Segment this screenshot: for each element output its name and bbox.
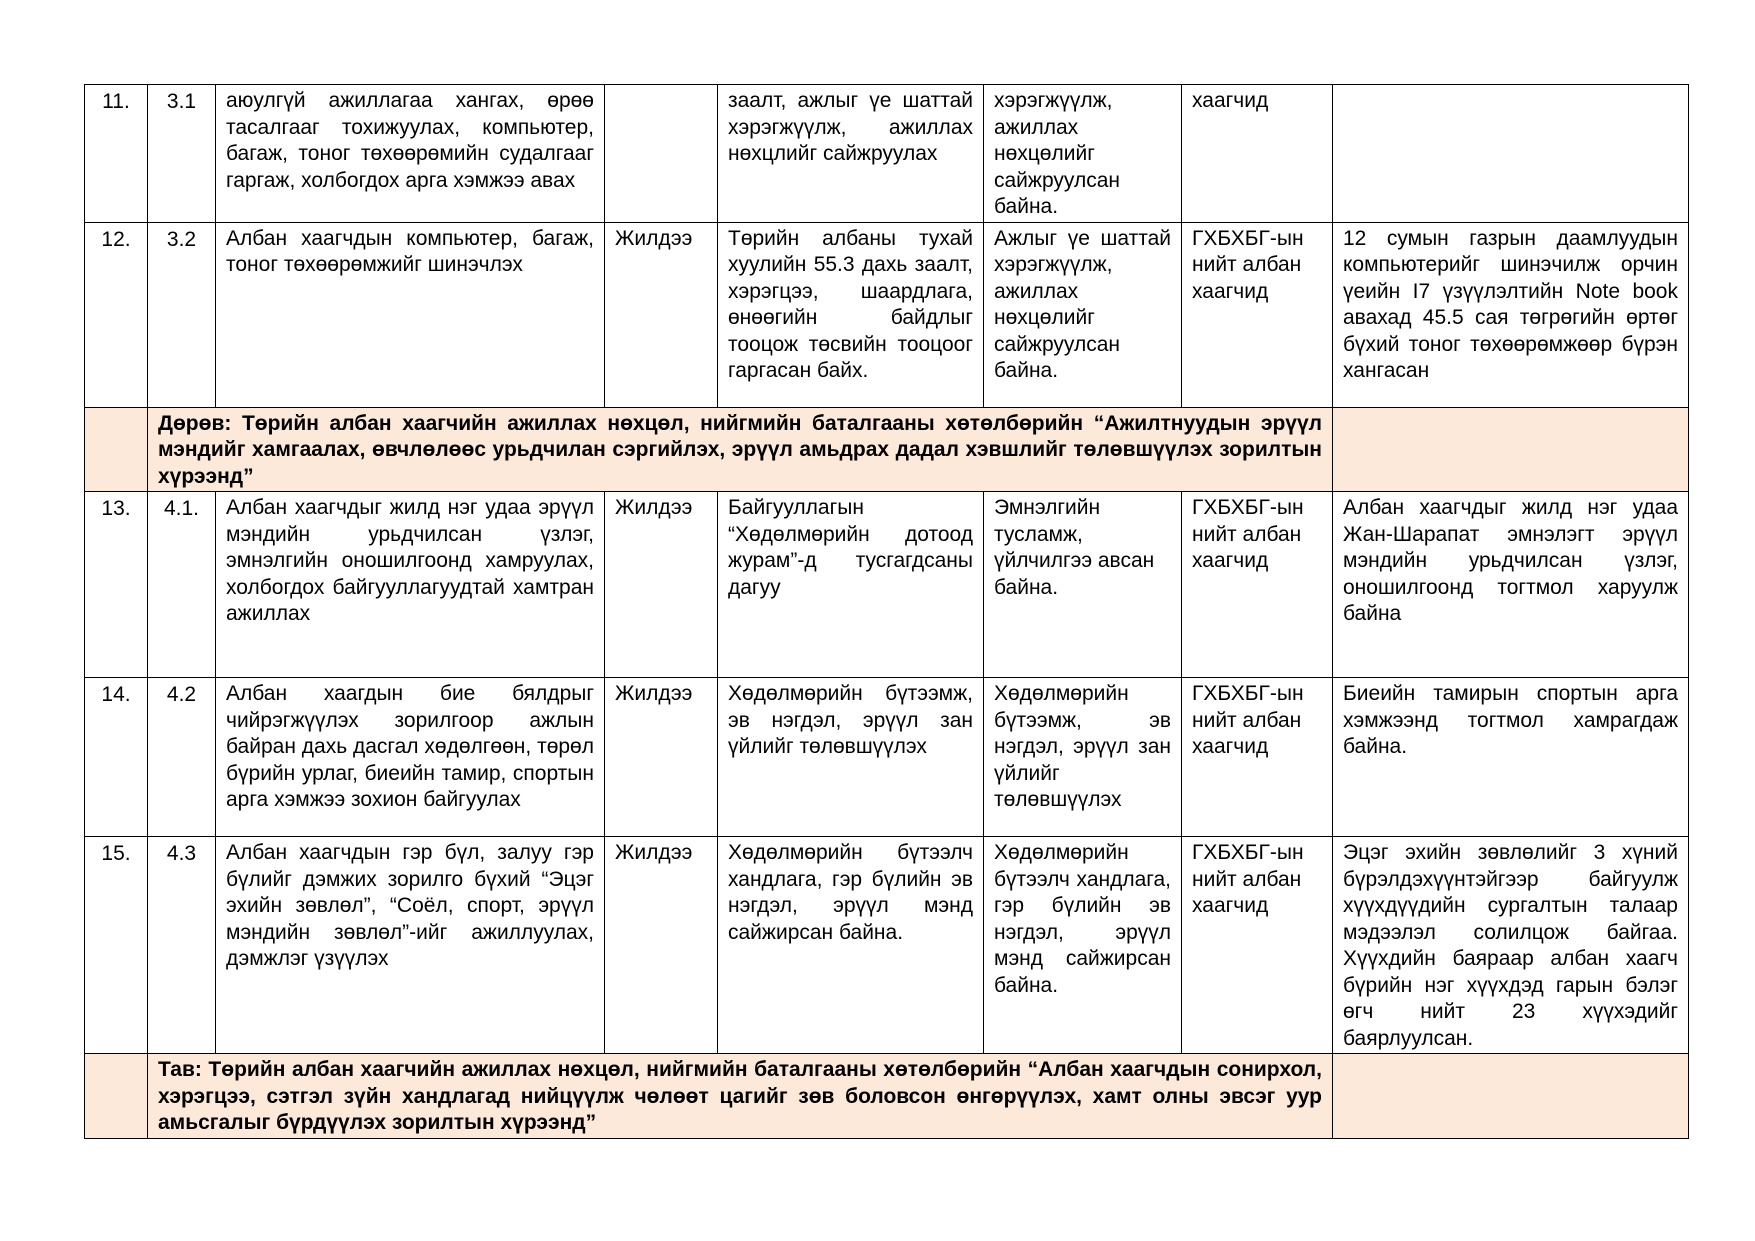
section-title-four: Дөрөв: Төрийн албан хаагчийн ажиллах нөхцөл, нийгмийн баталгааны хөтөлбөрийн “Ажилтнуудын эрүүл мэндийг хамгаалах, өвчлөлөөс урьдчилан сэргийлэх, эрүүл амьдрах дадал хэвшлийг төлөвшүүлэх зорилтын хүрээнд” xyxy=(148,407,1333,492)
timing-cell: Жилдээ xyxy=(605,678,718,837)
activity-cell: Албан хаагчдын компьютер, багаж, тоног төхөөрөмжийг шинэчлэх xyxy=(216,222,605,407)
activity-cell: аюулгүй ажиллагаа хангах, өрөө тасалгааг тохижуулах, компьютер, багаж, тоног төхөөрөмийн судалгааг гаргаж, холбогдох арга хэмжээ авах xyxy=(216,85,605,223)
criteria-cell: Хөдөлмөрийн бүтээмж, эв нэгдэл, эрүүл зан үйлийг төлөвшүүлэх xyxy=(718,678,984,837)
activity-cell: Албан хаагдын бие бялдрыг чийрэгжүүлэх зорилгоор ажлын байран дахь дасгал хөдөлгөөн, төрөл бүрийн урлаг, биеийн тамир, спортын арга хэмжээ зохион байгуулах xyxy=(216,678,605,837)
activity-code: 4.1. xyxy=(148,492,216,678)
report-cell: Албан хаагчдыг жилд нэг удаа Жан-Шарапат эмнэлэгт эрүүл мэндийн урьдчилсан үзлэг, оношилгоонд тогтмол харуулж байна xyxy=(1333,492,1689,678)
result-cell: Хөдөлмөрийн бүтээлч хандлага, гэр бүлийн эв нэгдэл, эрүүл мэнд сайжирсан байна. xyxy=(984,837,1182,1054)
table-row xyxy=(85,678,1689,837)
table-row xyxy=(85,492,1689,678)
row-number: 13. xyxy=(85,492,148,678)
section-title-five: Тав: Төрийн албан хаагчийн ажиллах нөхцөл, нийгмийн баталгааны хөтөлбөрийн “Албан хаагчдын сонирхол, хэрэгцээ, сэтгэл зүйн хандлагад нийцүүлж чөлөөт цагийг зөв боловсон өнгөрүүлэх, хамт олны эвсэг уур амьсгалыг бүрдүүлэх зорилтын хүрээнд” xyxy=(148,1054,1333,1139)
section-row xyxy=(85,1054,1689,1139)
responsible-cell: ГХБХБГ-ын нийт албан хаагчид xyxy=(1182,222,1333,407)
section-row xyxy=(85,407,1689,492)
criteria-cell: заалт, ажлыг үе шаттай хэрэгжүүлж, ажиллах нөхцлийг сайжруулах xyxy=(718,85,984,223)
responsible-cell: ГХБХБГ-ын нийт албан хаагчид xyxy=(1182,492,1333,678)
timing-cell xyxy=(605,85,718,223)
responsible-cell: хаагчид xyxy=(1182,85,1333,223)
table-row xyxy=(85,837,1689,1054)
row-number: 15. xyxy=(85,837,148,1054)
criteria-cell: Хөдөлмөрийн бүтээлч хандлага, гэр бүлийн эв нэгдэл, эрүүл мэнд сайжирсан байна. xyxy=(718,837,984,1054)
section-empty-cell xyxy=(1333,407,1689,492)
responsible-cell: ГХБХБГ-ын нийт албан хаагчид xyxy=(1182,678,1333,837)
responsible-cell: ГХБХБГ-ын нийт албан хаагчид xyxy=(1182,837,1333,1054)
table-row xyxy=(85,222,1689,407)
result-cell: Ажлыг үе шаттай хэрэгжүүлж, ажиллах нөхцөлийг сайжруулсан байна. xyxy=(984,222,1182,407)
activity-cell: Албан хаагчдыг жилд нэг удаа эрүүл мэндийн урьдчилсан үзлэг, эмнэлгийн оношилгоонд хамруулах, холбогдох байгууллагуудтай хамтран ажиллах xyxy=(216,492,605,678)
activity-code: 3.1 xyxy=(148,85,216,223)
section-empty-cell xyxy=(85,407,148,492)
report-cell: Биеийн тамирын спортын арга хэмжээнд тогтмол хамрагдаж байна. xyxy=(1333,678,1689,837)
section-empty-cell xyxy=(85,1054,148,1139)
result-cell: хэрэгжүүлж, ажиллах нөхцөлийг сайжруулсан байна. xyxy=(984,85,1182,223)
row-number: 14. xyxy=(85,678,148,837)
result-cell: Эмнэлгийн тусламж, үйлчилгээ авсан байна. xyxy=(984,492,1182,678)
activity-code: 3.2 xyxy=(148,222,216,407)
report-cell xyxy=(1333,85,1689,223)
activity-cell: Албан хаагчдын гэр бүл, залуу гэр бүлийг дэмжих зорилго бүхий “Эцэг эхийн зөвлөл”, “Соёл, спорт, эрүүл мэндийн зөвлөл”-ийг ажиллуулах, дэмжлэг үзүүлэх xyxy=(216,837,605,1054)
activity-code: 4.3 xyxy=(148,837,216,1054)
section-empty-cell xyxy=(1333,1054,1689,1139)
row-number: 11. xyxy=(85,85,148,223)
activity-code: 4.2 xyxy=(148,678,216,837)
criteria-cell: Байгууллагын “Хөдөлмөрийн дотоод журам”-д тусгагдсаны дагуу xyxy=(718,492,984,678)
criteria-cell: Төрийн албаны тухай хуулийн 55.3 дахь заалт, хэрэгцээ, шаардлага, өнөөгийн байдлыг тооцож төсвийн тооцоог гаргасан байх. xyxy=(718,222,984,407)
report-cell: Эцэг эхийн зөвлөлийг 3 хүний бүрэлдэхүүнтэйгээр байгуулж хүүхдүүдийн сургалтын талаар мэдээлэл солилцож байгаа. Хүүхдийн баяраар албан хаагч бүрийн нэг хүүхдэд гарын бэлэг өгч нийт 23 хүүхэдийг баярлуулсан. xyxy=(1333,837,1689,1054)
timing-cell: Жилдээ xyxy=(605,837,718,1054)
timing-cell: Жилдээ xyxy=(605,492,718,678)
report-cell: 12 сумын газрын даамлуудын компьютерийг шинэчилж орчин үеийн I7 үзүүлэлтийн Note book авахад 45.5 сая төгрөгийн өртөг бүхий тоног төхөөрөмжөөр бүрэн хангасан xyxy=(1333,222,1689,407)
timing-cell: Жилдээ xyxy=(605,222,718,407)
result-cell: Хөдөлмөрийн бүтээмж, эв нэгдэл, эрүүл зан үйлийг төлөвшүүлэх xyxy=(984,678,1182,837)
plan-table xyxy=(84,84,1689,1139)
row-number: 12. xyxy=(85,222,148,407)
table-row xyxy=(85,85,1689,223)
